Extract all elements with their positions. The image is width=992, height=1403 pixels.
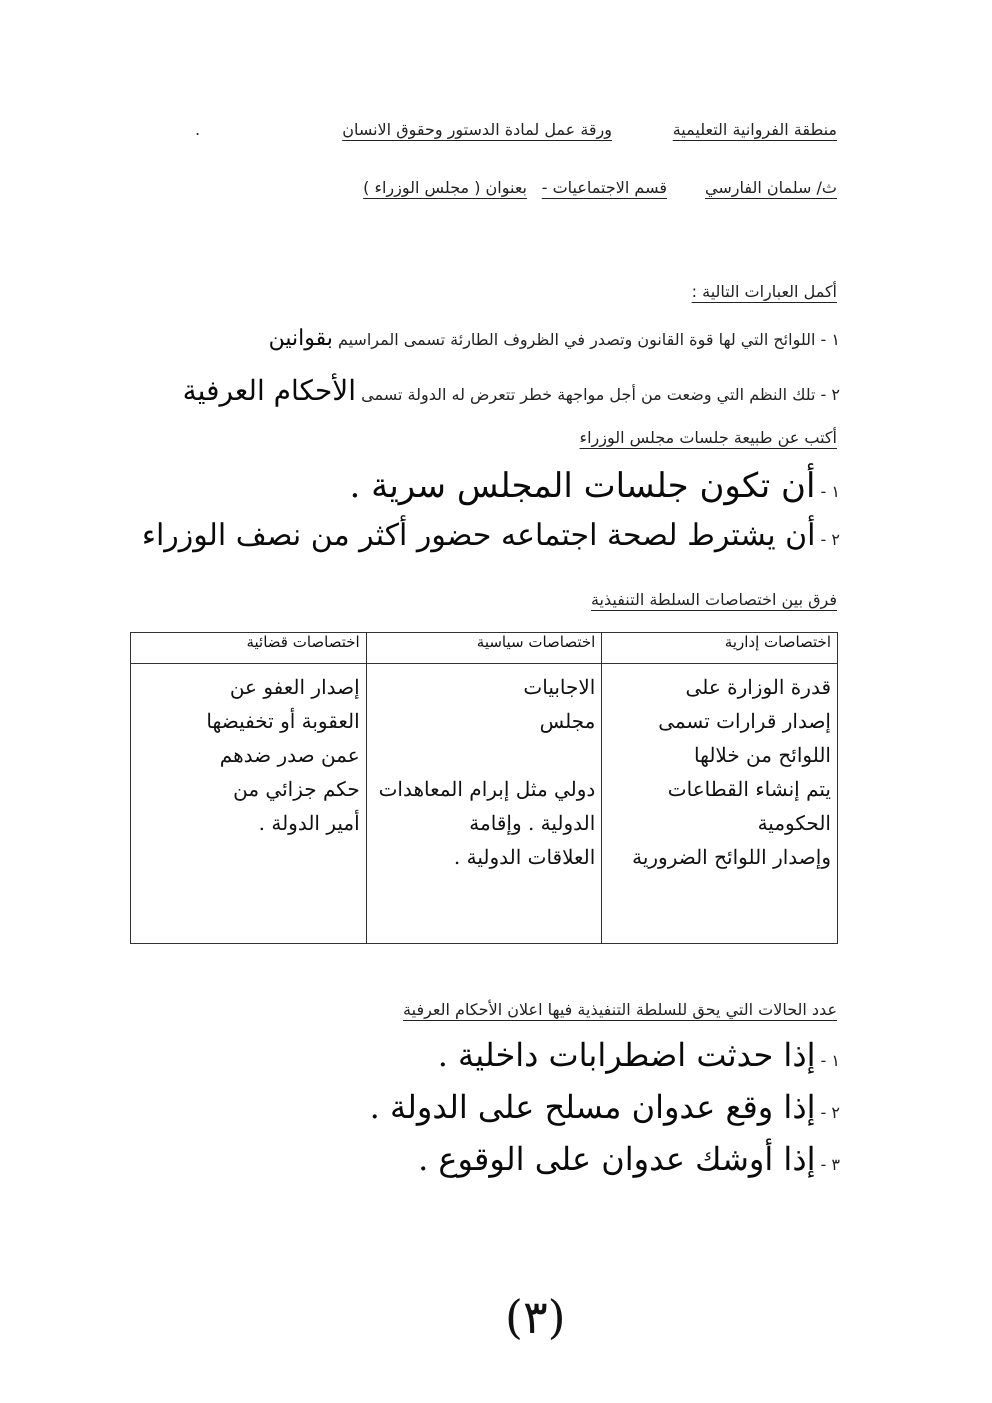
comparison-table (130, 632, 838, 944)
worksheet-subject: بعنوان ( مجلس الوزراء ) (363, 178, 527, 197)
item-number: ٣ - (820, 1155, 840, 1174)
item-number: ٢ - (820, 385, 840, 404)
section4-item-1 (438, 1036, 840, 1074)
cell-line: أمير الدولة . (258, 811, 360, 835)
bullet-dot: . (195, 120, 201, 139)
handwritten-answer: إذا أوشك عدوان على الوقوع . (418, 1140, 816, 1178)
page-number: (٣) (505, 1290, 566, 1344)
handwritten-answer: أن يشترط لصحة اجتماعه حضور أكثر من نصف الوزراء (141, 518, 816, 553)
item-number: ١ - (820, 482, 840, 501)
item-text: تلك النظم التي وضعت من أجل مواجهة خطر تتعرض له الدولة تسمى (361, 385, 816, 404)
handwritten-answer: أن تكون جلسات المجلس سرية . (349, 466, 816, 506)
cell-line: قدرة الوزارة على (685, 675, 831, 699)
cell-line: وإصدار اللوائح الضرورية (632, 845, 831, 869)
cell-line: إصدار قرارات تسمى (658, 709, 831, 733)
col-header-political: اختصاصات سياسية (366, 633, 602, 664)
item-number: ٢ - (820, 530, 840, 549)
cell-line: الدولية . وإقامة (469, 811, 596, 835)
handwritten-answer: إذا حدثت اضطرابات داخلية . (437, 1036, 816, 1074)
handwritten-answer: بقوانين (268, 326, 333, 351)
school-name: منطقة الفروانية التعليمية (672, 120, 837, 139)
cell-line: دولي مثل إبرام المعاهدات (378, 777, 596, 801)
item-number: ١ - (820, 1051, 840, 1070)
cell-line: العلاقات الدولية . (453, 845, 596, 869)
cell-line: يتم إنشاء القطاعات (667, 777, 831, 801)
section2-item-1 (349, 466, 840, 506)
cell-line: الاجابيات (523, 675, 596, 699)
col-header-administrative: اختصاصات إدارية (602, 633, 838, 664)
department: قسم الاجتماعيات - (541, 178, 667, 197)
cell-line: العقوبة أو تخفيضها (206, 709, 360, 733)
col-header-judicial: اختصاصات قضائية (131, 633, 367, 664)
section4-item-3 (418, 1140, 840, 1178)
section4-title: عدد الحالات التي يحق للسلطة التنفيذية فيها اعلان الأحكام العرفية (403, 1000, 837, 1019)
section2-item-2 (142, 518, 840, 553)
worksheet-title: ورقة عمل لمادة الدستور وحقوق الانسان (342, 120, 612, 139)
section1-item-2 (183, 374, 840, 407)
cell-political (366, 664, 602, 944)
section3-title: فرق بين اختصاصات السلطة التنفيذية (590, 590, 837, 609)
teacher-name: ث/ سلمان الفارسي (705, 178, 837, 197)
item-number: ٢ - (820, 1103, 840, 1122)
cell-line: الحكومية (757, 811, 831, 835)
cell-line: اللوائح من خلالها (694, 743, 831, 767)
handwritten-answer: إذا وقع عدوان مسلح على الدولة . (369, 1088, 816, 1126)
cell-administrative (602, 664, 838, 944)
item-text: اللوائح التي لها قوة القانون وتصدر في الظروف الطارئة تسمى المراسيم (337, 330, 816, 349)
cell-line: حكم جزائي من (233, 777, 360, 801)
section2-title: أكتب عن طبيعة جلسات مجلس الوزراء (579, 428, 837, 447)
cell-line: عمن صدر ضدهم (219, 743, 360, 767)
section4-item-2 (370, 1088, 840, 1126)
handwritten-answer: الأحكام العرفية (182, 374, 357, 407)
cell-line: مجلس (539, 709, 596, 733)
section1-item-1 (269, 326, 840, 351)
cell-line: إصدار العفو عن (229, 675, 360, 699)
cell-judicial (131, 664, 367, 944)
section1-title: أكمل العبارات التالية : (691, 282, 837, 301)
item-number: ١ - (820, 330, 840, 349)
